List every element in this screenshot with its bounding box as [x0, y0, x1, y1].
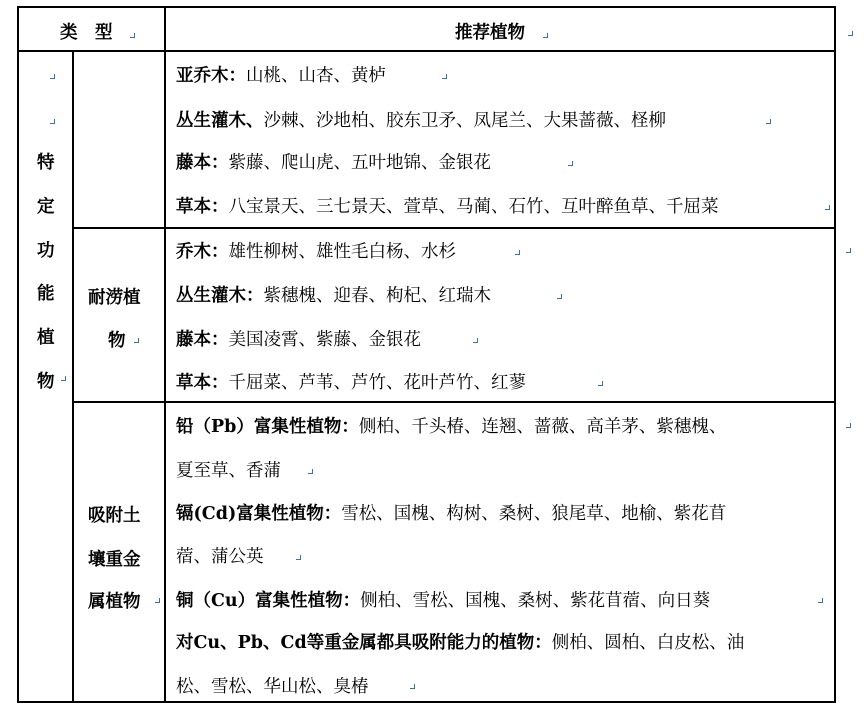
plant-row: 草本：千屈菜、芦苇、芦竹、花叶芦竹、红蓼: [176, 373, 526, 393]
plant-row: 铜（Cu）富集性植物：侧柏、雪松、国槐、桑树、紫花苜蓿、向日葵: [176, 591, 711, 611]
plant-row: 镉(Cd)富集性植物：雪松、国槐、构树、桑树、狼尾草、地榆、紫花苜: [176, 504, 727, 524]
plant-row: 草本：八宝景天、三七景天、萱草、马蔺、石竹、互叶醉鱼草、千屈菜: [176, 197, 719, 217]
paragraph-mark: [848, 31, 853, 36]
plant-row: 藤本：美国凌霄、紫藤、金银花: [176, 330, 421, 350]
paragraph-mark: [134, 338, 139, 343]
subcategory-label: 物: [108, 331, 126, 351]
paragraph-mark: [296, 555, 301, 560]
plant-row: 亚乔木：山桃、山杏、黄栌: [176, 66, 386, 86]
row-divider-1: [72, 227, 836, 229]
subcategory-label: 属植物: [88, 592, 141, 612]
category-char: 植: [37, 328, 55, 348]
paragraph-mark: [568, 161, 573, 166]
table-border-left: [17, 6, 19, 703]
paragraph-mark: [61, 376, 66, 381]
plant-row: 铅（Pb）富集性植物：侧柏、千头椿、连翘、蔷薇、高羊茅、紫穗槐、: [176, 417, 727, 437]
plant-row: 乔木：雄性柳树、雄性毛白杨、水杉: [176, 242, 456, 262]
header-type: 类 型: [60, 23, 113, 43]
paragraph-mark: [308, 469, 313, 474]
header-divider: [17, 50, 836, 52]
category-char: 功: [37, 241, 55, 261]
plant-row: 丛生灌木：紫穗槐、迎春、枸杞、红瑞木: [176, 286, 491, 306]
plant-row: 对Cu、Pb、Cd等重金属都具吸附能力的植物：侧柏、圆柏、白皮松、油: [176, 633, 745, 653]
header-plants: 推荐植物: [455, 23, 525, 43]
paragraph-mark: [50, 74, 55, 79]
category-char: 能: [37, 284, 55, 304]
row-divider-2: [72, 401, 836, 403]
plant-row: 藤本：紫藤、爬山虎、五叶地锦、金银花: [176, 153, 491, 173]
paragraph-mark: [130, 33, 135, 38]
paragraph-mark: [766, 119, 771, 124]
col-divider-sub: [72, 51, 74, 703]
plant-row-cont: 蓿、蒲公英: [176, 547, 264, 567]
subcategory-label: 吸附土: [88, 506, 141, 526]
plant-row-cont: 松、雪松、华山松、臭椿: [176, 677, 369, 697]
paragraph-mark: [543, 33, 548, 38]
subcategory-label: 耐涝植: [88, 288, 141, 308]
paragraph-mark: [515, 250, 520, 255]
plant-row-cont: 夏至草、香蒲: [176, 461, 281, 481]
col-divider-main: [164, 6, 166, 703]
category-char: 定: [37, 197, 55, 217]
category-char: 特: [37, 153, 55, 173]
paragraph-mark: [155, 598, 160, 603]
paragraph-mark: [846, 248, 851, 253]
paragraph-mark: [50, 119, 55, 124]
paragraph-mark: [818, 598, 823, 603]
subcategory-label: 壤重金: [88, 550, 141, 570]
plant-row: 丛生灌木、沙棘、沙地柏、胶东卫矛、凤尾兰、大果蔷薇、柽柳: [176, 111, 666, 131]
paragraph-mark: [557, 294, 562, 299]
paragraph-mark: [825, 205, 830, 210]
category-char: 物: [37, 372, 55, 392]
paragraph-mark: [442, 74, 447, 79]
paragraph-mark: [846, 423, 851, 428]
table-border-right: [834, 6, 836, 703]
paragraph-mark: [598, 381, 603, 386]
paragraph-mark: [473, 338, 478, 343]
paragraph-mark: [410, 684, 415, 689]
table-border-bottom: [17, 701, 836, 703]
table-border-top: [17, 6, 836, 8]
